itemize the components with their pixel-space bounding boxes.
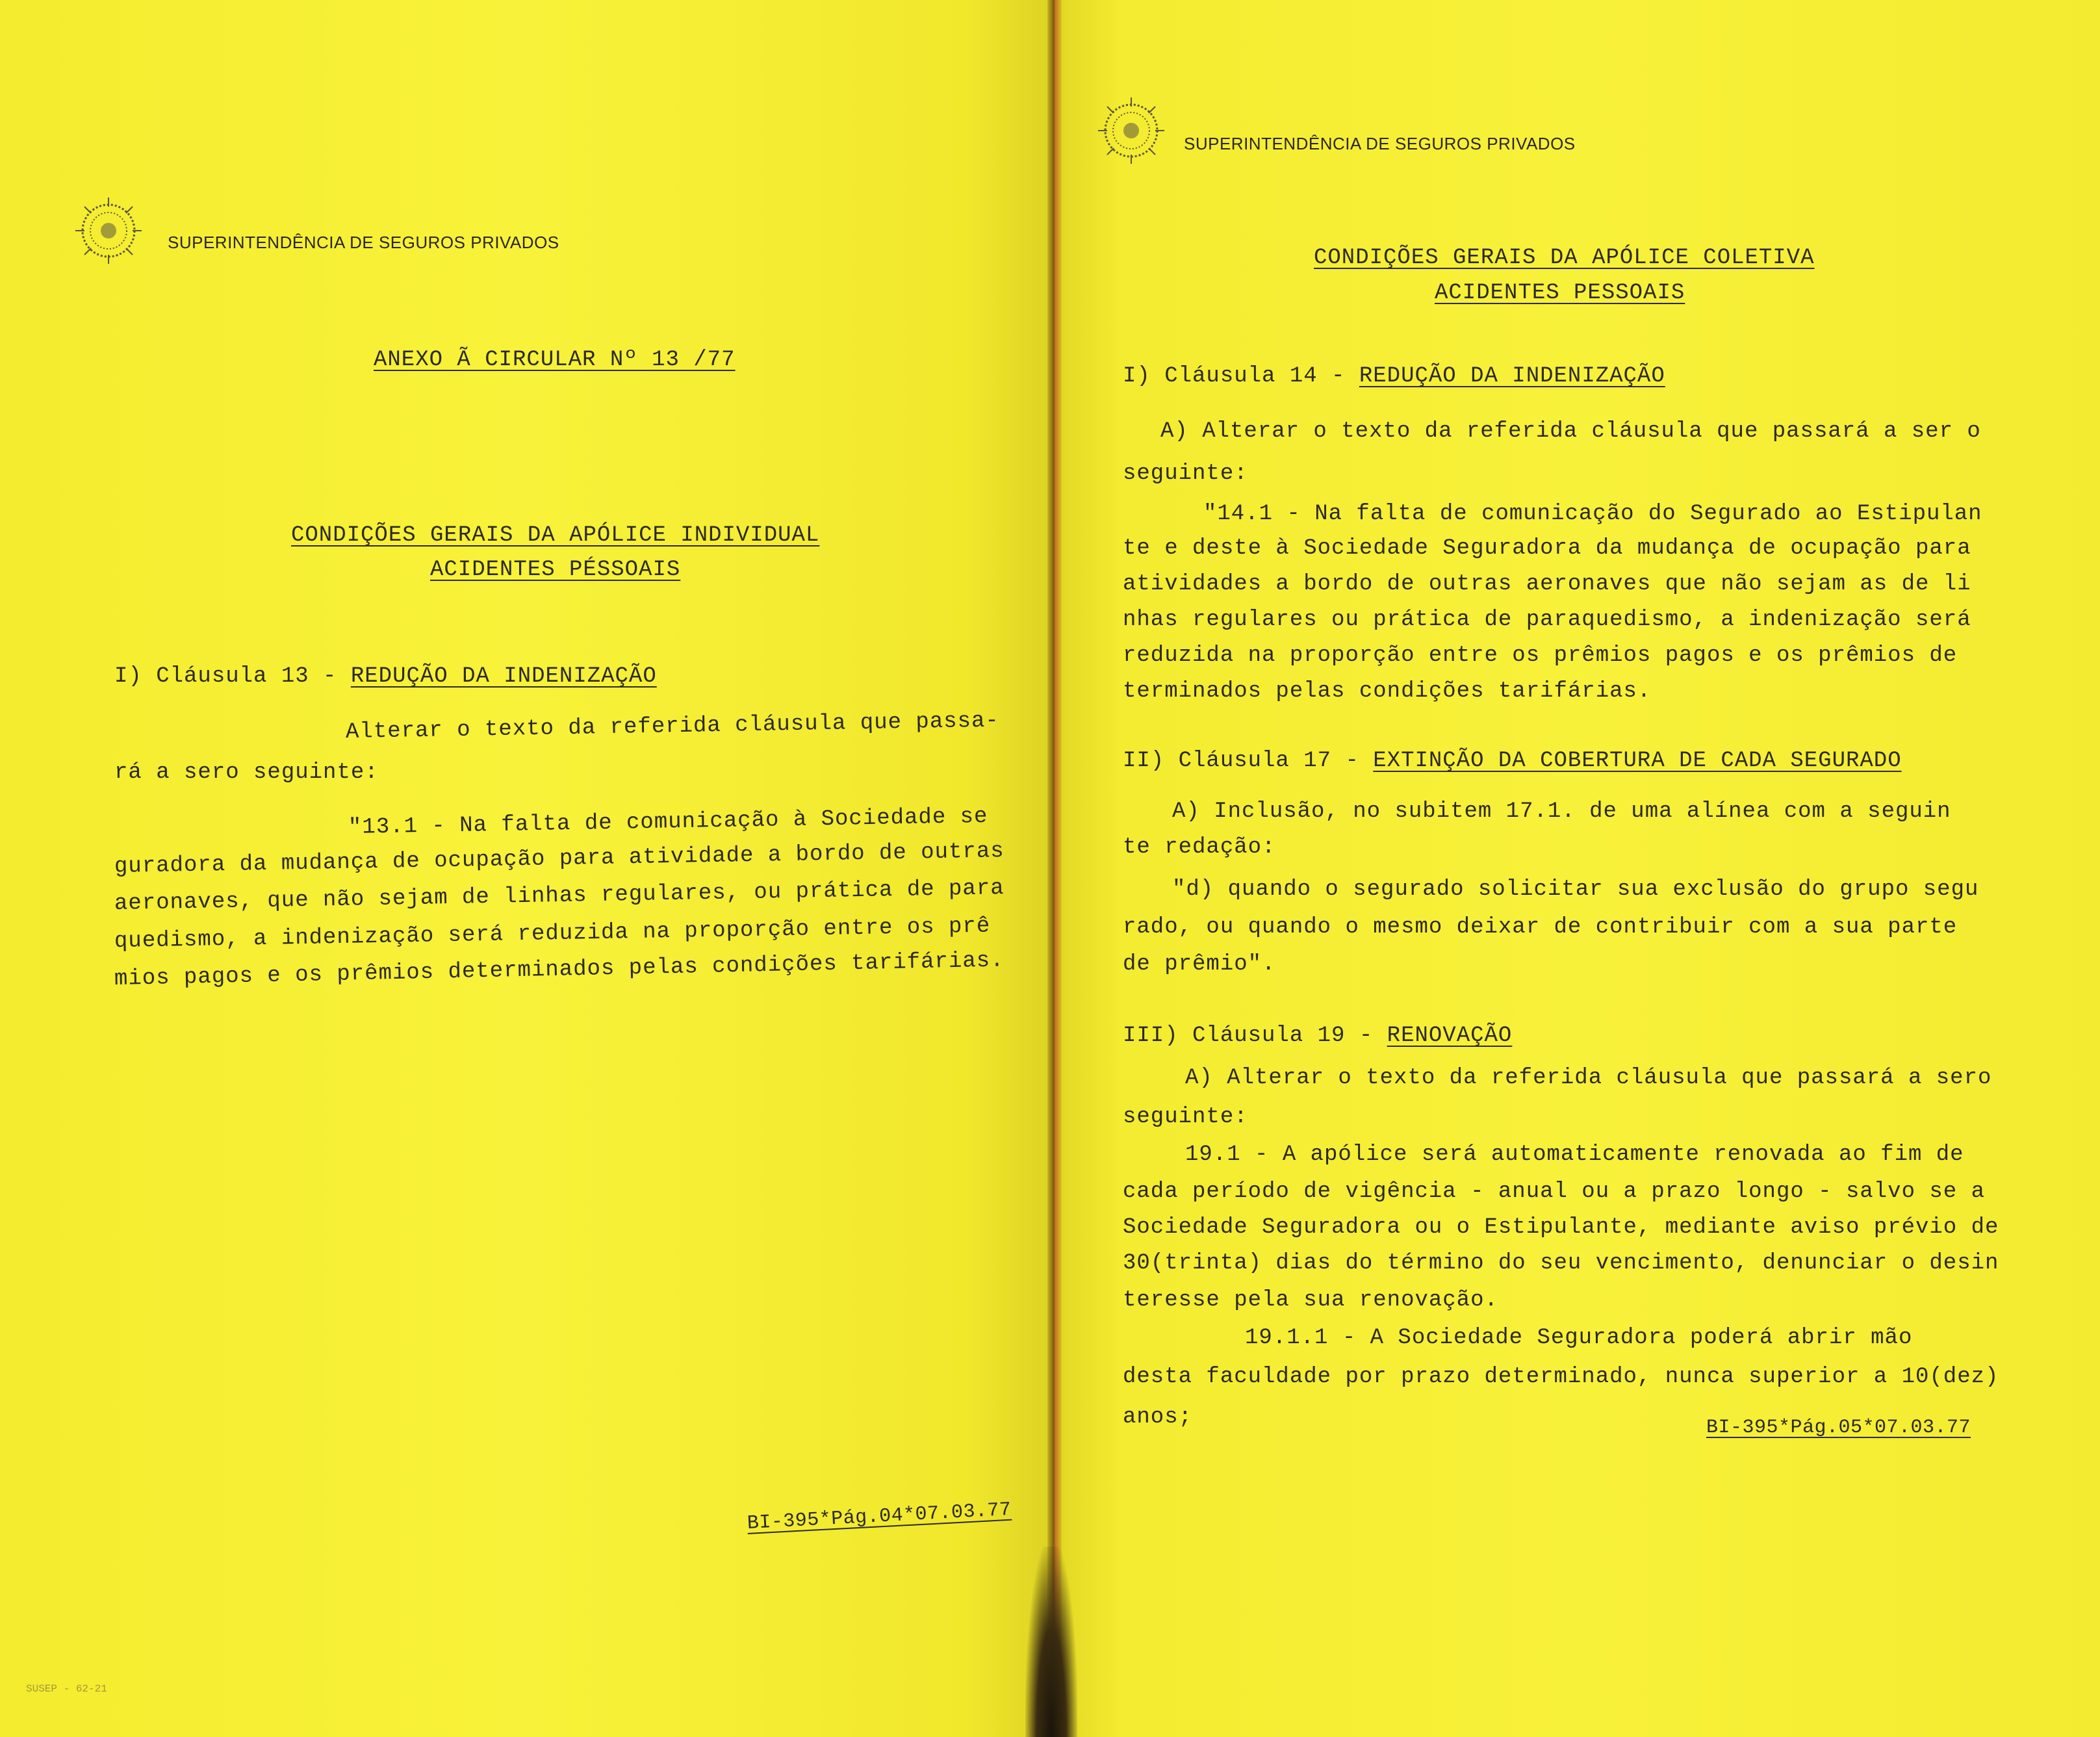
body-line: terminados pelas condições tarifárias. (1123, 679, 1652, 704)
clause-title: REDUÇÃO DA INDENIZAÇÃO (1359, 364, 1665, 389)
body-line: de prêmio". (1123, 952, 1276, 977)
clause-heading (1123, 364, 1665, 389)
body-line: cada período de vigência - anual ou a prazo longo - salvo se a (1123, 1179, 1986, 1204)
instruction-line: A) Alterar o texto da referida cláusula que passará a sero (1185, 1066, 1992, 1090)
clause-title: REDUÇÃO DA INDENIZAÇÃO (350, 664, 657, 689)
section-title: CONDIÇÕES GERAIS DA APÓLICE INDIVIDUAL (291, 523, 820, 548)
body-line: guradora da mudança de ocupação para atividade a bordo de outras (114, 839, 1005, 879)
instruction-line: A) Inclusão, no subitem 17.1. de uma alínea com a seguin (1172, 799, 1951, 824)
body-line: "13.1 - Na falta de comunicação à Sociedade se (348, 804, 988, 840)
section-title: CONDIÇÕES GERAIS DA APÓLICE COLETIVA (1314, 246, 1815, 270)
book-gutter (1047, 0, 1062, 1737)
clause-title: RENOVAÇÃO (1387, 1023, 1513, 1048)
clause-title: EXTINÇÃO DA COBERTURA DE CADA SEGURADO (1373, 749, 1902, 773)
instruction-line: A) Alterar o texto da referida cláusula que passará a ser o (1160, 419, 1981, 444)
body-line: Sociedade Seguradora ou o Estipulante, mediante aviso prévio de (1123, 1215, 1999, 1240)
annex-title: ANEXO Ã CIRCULAR Nº 13 /77 (374, 348, 736, 372)
clause-prefix: I) Cláusula 13 - (114, 664, 351, 689)
clause-heading (114, 664, 657, 689)
clause-prefix: III) Cláusula 19 - (1123, 1023, 1387, 1048)
instruction-line: seguinte: (1123, 1105, 1248, 1129)
body-line: teresse pela sua renovação. (1123, 1288, 1498, 1313)
body-line: "d) quando o segurado solicitar sua exclusão do grupo segu (1172, 877, 1979, 902)
body-line: te e deste à Sociedade Seguradora da mudança de ocupação para (1123, 536, 1971, 561)
body-line: nhas regulares ou prática de paraquedismo, a indenização será (1123, 608, 1971, 632)
body-line: mios pagos e os prêmios determinados pelas condições tarifárias. (114, 948, 1005, 992)
clause-heading (1123, 1023, 1512, 1048)
section-subtitle: ACIDENTES PÉSSOAIS (430, 558, 681, 582)
instruction-line: rá a sero seguinte: (114, 760, 379, 785)
instruction-line: seguinte: (1123, 461, 1248, 486)
section-subtitle: ACIDENTES PESSOAIS (1435, 281, 1685, 305)
page-footer: BI-395*Pág.04*07.03.77 (747, 1499, 1012, 1535)
binding-shadow (1025, 1547, 1077, 1737)
republic-seal-icon (1095, 95, 1167, 166)
body-line: rado, ou quando o mesmo deixar de contribuir com a sua parte (1123, 915, 1958, 940)
body-line: atividades a bordo de outras aeronaves que não sejam as de li (1123, 572, 1971, 597)
republic-seal-icon (73, 195, 144, 266)
clause-heading (1123, 749, 1902, 773)
clause-prefix: I) Cláusula 14 - (1123, 364, 1359, 389)
instruction-line: Alterar o texto da referida cláusula que passa- (345, 708, 1000, 745)
body-line: desta faculdade por prazo determinado, nunca superior a 10(dez) (1123, 1365, 1999, 1389)
page-footer: BI-395*Pág.05*07.03.77 (1706, 1417, 1971, 1439)
body-line: 19.1.1 - A Sociedade Seguradora poderá abrir mão (1245, 1326, 1913, 1350)
body-line: aeronaves, que não sejam de linhas regulares, ou prática de para (114, 876, 1005, 916)
body-line: anos; (1123, 1405, 1193, 1430)
agency-header: SUPERINTENDÊNCIA DE SEGUROS PRIVADOS (168, 233, 559, 252)
body-line: 19.1 - A apólice será automaticamente renovada ao fim de (1185, 1142, 1964, 1167)
body-line: "14.1 - Na falta de comunicação do Segurado ao Estipulan (1203, 502, 1982, 526)
agency-header: SUPERINTENDÊNCIA DE SEGUROS PRIVADOS (1184, 134, 1576, 153)
corner-code: SUSEP - 62-21 (26, 1683, 107, 1695)
instruction-line: te redação: (1123, 835, 1276, 860)
body-line: 30(trinta) dias do término do seu vencimento, denunciar o desin (1123, 1251, 1999, 1276)
clause-prefix: II) Cláusula 17 - (1123, 749, 1374, 773)
body-line: reduzida na proporção entre os prêmios pagos e os prêmios de (1123, 643, 1958, 668)
right-page (1056, 0, 2100, 1737)
body-line: quedismo, a indenização será reduzida na proporção entre os prê (114, 914, 991, 954)
